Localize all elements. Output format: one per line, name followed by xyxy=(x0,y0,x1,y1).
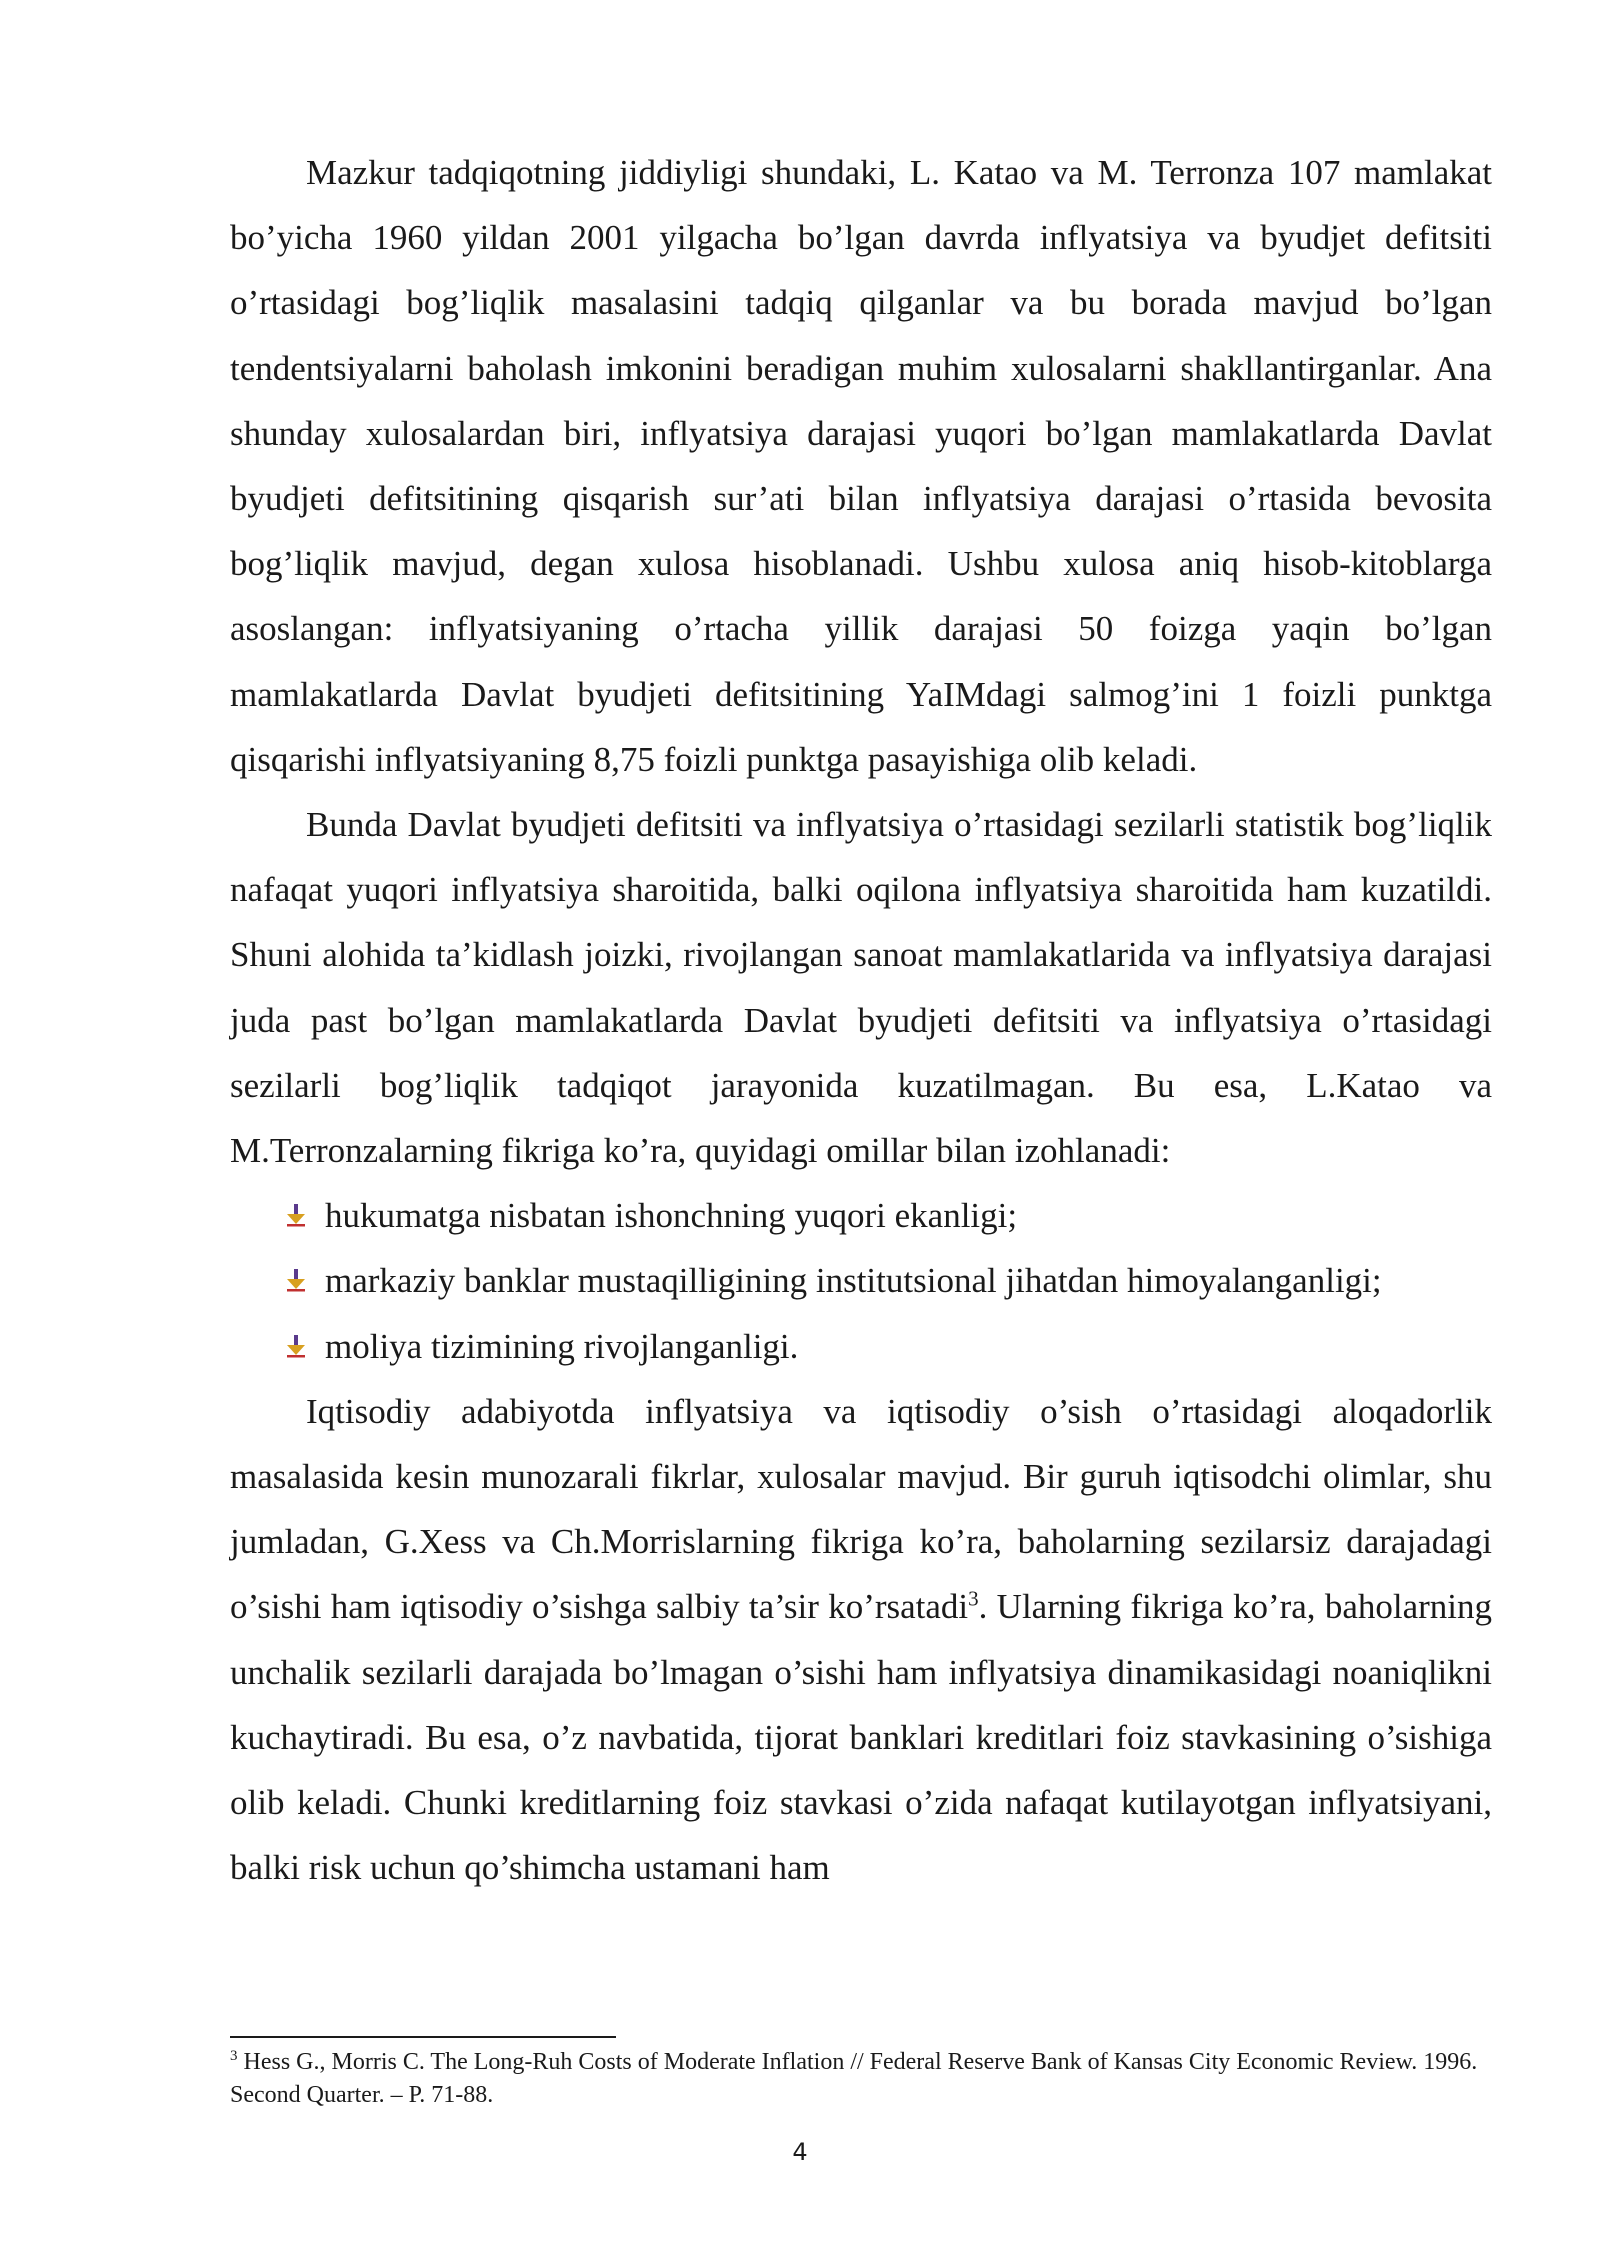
paragraph-1: Mazkur tadqiqotning jiddiyligi shundaki, L. Katao va M. Terronza 107 mamlakat bo’yicha 1960 yildan 2001 yilgacha bo’lgan davrda inflyatsiya va byudjet defitsiti o’rtasidagi bog’liqlik masalasini tadqiq qilganlar va bu borada mavjud bo’lgan tendentsiyalarni baholash imkonini beradigan muhim xulosalarni shakllantirganlar. Ana shunday xulosalardan biri, inflyatsiya darajasi yuqori bo’lgan mamlakatlarda Davlat byudjeti defitsitining qisqarish sur’ati bilan inflyatsiya darajasi o’rtasida bevosita bog’liqlik mavjud, degan xulosa hisoblanadi. Ushbu xulosa aniq hisob-kitoblarga asoslangan: inflyatsiyaning o’rtacha yillik darajasi 50 foizga yaqin bo’lgan mamlakatlarda Davlat byudjeti defitsitining YaIMdagi salmog’ini 1 foizli punktga qisqarishi inflyatsiyaning 8,75 foizli punktga pasayishiga olib keladi. xyxy=(230,153,1492,779)
footnote-separator xyxy=(230,2036,616,2038)
down-arrow-icon xyxy=(284,1334,308,1358)
footnote-reference[interactable]: 3 xyxy=(968,1586,979,1611)
body-text xyxy=(230,140,1492,1900)
list-item xyxy=(230,1314,1492,1379)
footnote xyxy=(230,2046,1492,2112)
list-item-text: markaziy banklar mustaqilligining institutsional jihatdan himoyalanganligi; xyxy=(325,1261,1382,1301)
list-item xyxy=(230,1183,1492,1248)
footnote-text: Hess G., Morris C. The Long-Ruh Costs of Moderate Inflation // Federal Reserve Bank of Kansas City Economic Review. 1996. Second Quarter. – P. 71-88. xyxy=(230,2049,1478,2108)
footnote-number: 3 xyxy=(230,2048,238,2064)
paragraph-3 xyxy=(230,1379,1492,1901)
list-item-text: hukumatga nisbatan ishonchning yuqori ekanligi; xyxy=(325,1196,1018,1236)
list-item xyxy=(230,1248,1492,1313)
factor-list xyxy=(230,1183,1492,1379)
list-item-text: moliya tizimining rivojlanganligi. xyxy=(325,1326,799,1366)
paragraph-3-continuation: . Ularning fikriga ko’ra, baholarning unchalik sezilarli darajada bo’lmagan o’sishi ham inflyatsiya dinamikasidagi noaniqlikni kuchaytiradi. Bu esa, o’z navbatida, tijorat banklari kreditlari foiz stavkasining o’sishiga olib keladi. Chunki kreditlarning foiz stavkasi o’zida nafaqat kutilayotgan inflyatsiyani, balki risk uchun qo’shimcha ustamani ham xyxy=(230,1587,1492,1888)
down-arrow-icon xyxy=(284,1203,308,1227)
paragraph-2: Bunda Davlat byudjeti defitsiti va inflyatsiya o’rtasidagi sezilarli statistik bog’liqlik nafaqat yuqori inflyatsiya sharoitida, balki oqilona inflyatsiya sharoitida ham kuzatildi. Shuni alohida ta’kidlash joizki, rivojlangan sanoat mamlakatlarida va inflyatsiya darajasi juda past bo’lgan mamlakatlarda Davlat byudjeti defitsiti va inflyatsiya o’rtasidagi sezilarli bog’liqlik tadqiqot jarayonida kuzatilmagan. Bu esa, L.Katao va M.Terronzalarning fikriga ko’ra, quyidagi omillar bilan izohlanadi: xyxy=(230,805,1492,1171)
page-number: 4 xyxy=(792,2138,808,2166)
down-arrow-icon xyxy=(284,1268,308,1292)
paragraph-3-text: Iqtisodiy adabiyotda inflyatsiya va iqtisodiy o’sish o’rtasidagi aloqadorlik masalasida kesin munozarali fikrlar, xulosalar mavjud. Bir guruh iqtisodchi olimlar, shu jumladan, G.Xess va Ch.Morrislarning fikriga ko’ra, baholarning sezilarsiz darajadagi o’sishi ham iqtisodiy o’sishga salbiy ta’sir ko’rsatadi xyxy=(230,1391,1492,1627)
